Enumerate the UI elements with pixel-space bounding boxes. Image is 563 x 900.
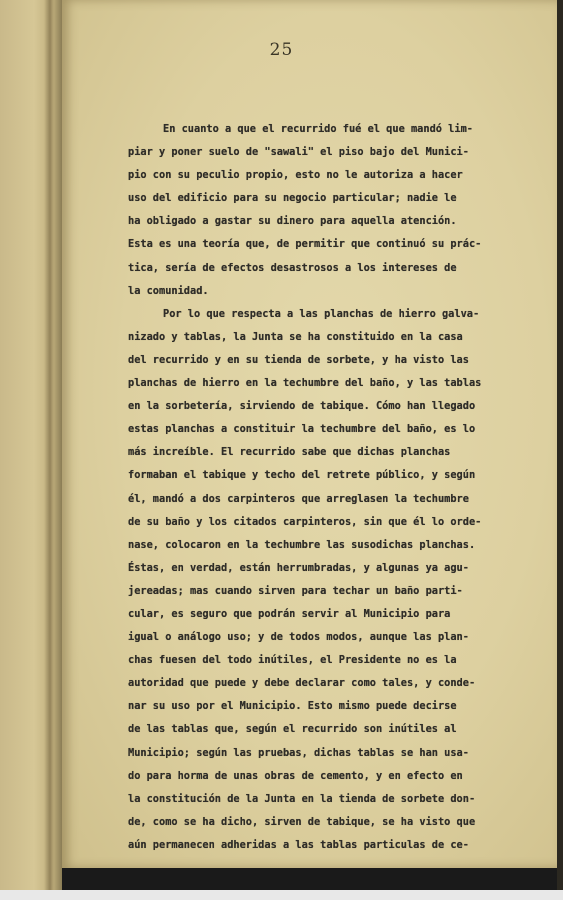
text-line: en la sorbetería, sirviendo de tabique. Cómo han llegado [128,400,476,413]
text-line: nase, colocaron en la techumbre las susodichas planchas. [128,538,476,551]
text-line: Por lo que respecta a las planchas de hierro galva- [163,307,480,320]
text-line: autoridad que puede y debe declarar como tales, y conde- [128,677,476,690]
text-line: más increíble. El recurrido sabe que dichas planchas [128,446,451,459]
page-edge [557,0,563,890]
text-line: aún permanecen adheridas a las tablas particulas de ce- [128,838,469,851]
text-line: Esta es una teoría que, de permitir que continuó su prác- [128,238,482,251]
text-line: planchas de hierro en la techumbre del baño, y las tablas [128,377,482,390]
text-line: do para horma de unas obras de cemento, y en efecto en [128,769,463,782]
text-line: jereadas; mas cuando sirven para techar un baño parti- [128,584,463,597]
binding-shadow [44,0,54,900]
text-line: de su baño y los citados carpinteros, sin que él lo orde- [128,515,482,528]
text-line: de las tablas que, según el recurrido son inútiles al [128,723,457,736]
text-line: uso del edificio para su negocio particular; nadie le [128,192,457,205]
page-number: 25 [269,40,294,60]
text-line: tica, sería de efectos desastrosos a los intereses de [128,261,457,274]
text-line: En cuanto a que el recurrido fué el que mandó lim- [163,123,473,135]
text-line: formaban el tabique y techo del retrete público, y según [128,469,476,482]
text-line: chas fuesen del todo inútiles, el Presidente no es la [128,654,457,667]
text-line: Municipio; según las pruebas, dichas tablas se han usa- [128,746,469,759]
text-line: la comunidad. [128,284,209,297]
text-line: la constitución de la Junta en la tienda de sorbete don- [128,792,476,805]
text-line: igual o análogo uso; y de todos modos, aunque las plan- [128,631,469,644]
text-line: del recurrido y en su tienda de sorbete, y ha visto las [128,353,469,366]
text-line: nar su uso por el Municipio. Esto mismo puede decirse [128,700,457,713]
text-line: de, como se ha dicho, sirven de tabique, se ha visto que [128,815,476,828]
text-line: nizado y tablas, la Junta se ha constituido en la casa [128,330,463,343]
text-line: él, mandó a dos carpinteros que arreglasen la techumbre [128,492,469,505]
text-line: ha obligado a gastar su dinero para aquella atención. [128,215,457,228]
text-line: pio con su peculio propio, esto no le autoriza a hacer [128,169,463,182]
text-line: piar y poner suelo de "sawali" el piso bajo del Munici- [128,146,469,159]
text-line: estas planchas a constituir la techumbre del baño, es lo [128,423,476,436]
text-line: cular, es seguro que podrán servir al Municipio para [128,607,451,620]
text-line: Éstas, en verdad, están herrumbradas, y algunas ya agu- [128,561,469,574]
body-text [128,118,528,857]
footer-strip [0,890,563,900]
